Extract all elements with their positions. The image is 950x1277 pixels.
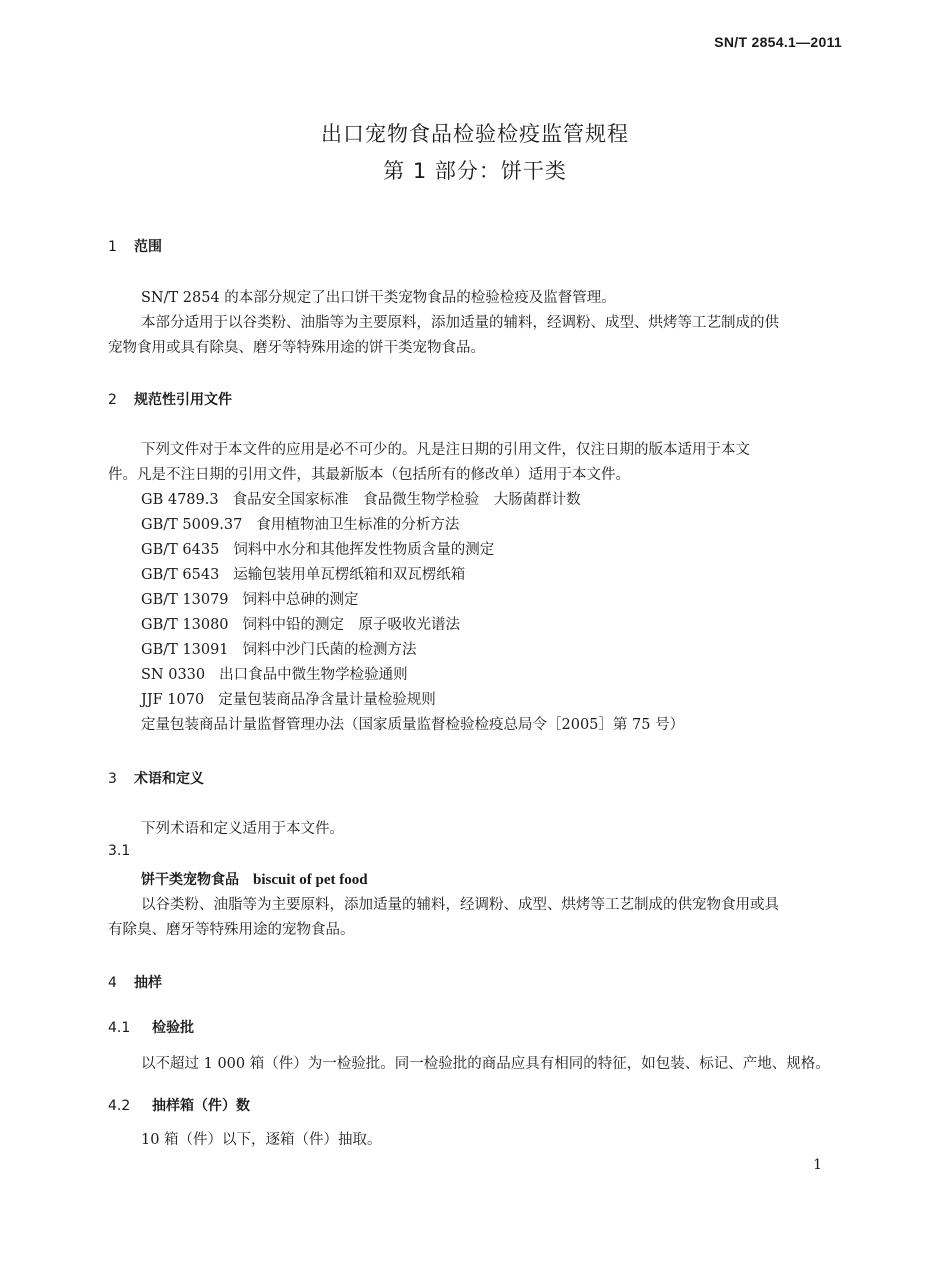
reference-title: 饲料中沙门氏菌的检测方法 [242,642,417,658]
document-title: 出口宠物食品检验检疫监管规程 [321,122,629,146]
page-number: 1 [813,1157,822,1173]
reference-title: 定量包装商品净含量计量检验规则 [218,692,436,708]
scope-paragraph-2-line-2: 宠物食用或具有除臭、磨牙等特殊用途的饼干类宠物食品。 [108,340,485,356]
reference-item [141,513,459,538]
section-title: 术语和定义 [134,771,204,787]
subsection-title: 抽样箱（件）数 [152,1098,250,1114]
section-number: 4 [108,975,117,991]
references-intro-line-1: 下列文件对于本文件的应用是必不可少的。凡是注日期的引用文件，仅注日期的版本适用于本文 [141,442,750,458]
scope-paragraph-2-line-1: 本部分适用于以谷类粉、油脂等为主要原料，添加适量的辅料，经调粉、成型、烘烤等工艺制成的供 [141,315,779,331]
reference-item [141,488,581,513]
reference-item [141,613,460,638]
reference-item: 定量包装商品计量监督管理办法（国家质量监督检验检疫总局令［2005］第 75 号） [141,717,685,733]
term-english: biscuit of pet food [253,872,368,888]
section-title: 范围 [134,239,162,255]
subsection-number: 4.1 [108,1020,131,1036]
reference-item [141,663,408,688]
reference-code: GB/T 5009.37 [141,517,243,533]
section-4-heading [108,972,162,992]
scope-paragraph-1: SN/T 2854 的本部分规定了出口饼干类宠物食品的检验检疫及监督管理。 [141,290,616,306]
reference-item [141,538,494,563]
reference-title: 饲料中水分和其他挥发性物质含量的测定 [233,542,495,558]
section-title: 抽样 [134,975,162,991]
reference-item [141,688,436,713]
reference-title: 饲料中铅的测定 原子吸收光谱法 [242,617,461,633]
subsection-4-1-heading [108,1017,194,1037]
reference-title: 食品安全国家标准 食品微生物学检验 大肠菌群计数 [232,492,581,508]
reference-code: GB 4789.3 [141,492,219,508]
section-number: 2 [108,392,117,408]
sampling-count-text: 10 箱（件）以下，逐箱（件）抽取。 [141,1132,382,1148]
reference-code: JJF 1070 [141,692,205,708]
term-chinese: 饼干类宠物食品 [141,872,239,888]
section-3-heading [108,768,204,788]
reference-code: GB/T 6435 [141,542,220,558]
terms-intro: 下列术语和定义适用于本文件。 [141,821,344,837]
references-intro-line-2: 件。凡是不注日期的引用文件，其最新版本（包括所有的修改单）适用于本文件。 [108,467,630,483]
reference-code: SN 0330 [141,667,206,683]
subsection-number: 4.2 [108,1098,131,1114]
document-subtitle: 第 1 部分：饼干类 [383,159,567,183]
reference-code: GB/T 13079 [141,592,229,608]
term-definition-line-2: 有除臭、磨牙等特殊用途的宠物食品。 [108,922,355,938]
term-number: 3.1 [108,843,131,859]
subsection-4-2-heading [108,1095,250,1115]
reference-title: 饲料中总砷的测定 [242,592,359,608]
section-number: 3 [108,771,117,787]
section-2-heading [108,389,232,409]
reference-item [141,638,417,663]
reference-item [141,588,359,613]
reference-title: 出口食品中微生物学检验通则 [219,667,408,683]
reference-code: GB/T 13080 [141,617,229,633]
standard-code: SN/T 2854.1—2011 [714,34,842,50]
reference-code: GB/T 6543 [141,567,220,583]
subsection-title: 检验批 [152,1020,194,1036]
section-1-heading [108,236,162,256]
reference-item [141,563,465,588]
section-title: 规范性引用文件 [134,392,232,408]
reference-title: 食用植物油卫生标准的分析方法 [256,517,460,533]
section-number: 1 [108,239,117,255]
term-definition-line-1: 以谷类粉、油脂等为主要原料，添加适量的辅料，经调粉、成型、烘烤等工艺制成的供宠物食用或具 [141,897,779,913]
term-heading [141,869,368,889]
reference-code: GB/T 13091 [141,642,229,658]
reference-title: 运输包装用单瓦楞纸箱和双瓦楞纸箱 [233,567,466,583]
inspection-lot-text: 以不超过 1 000 箱（件）为一检验批。同一检验批的商品应具有相同的特征，如包装、标记、产地、规格。 [141,1056,830,1072]
